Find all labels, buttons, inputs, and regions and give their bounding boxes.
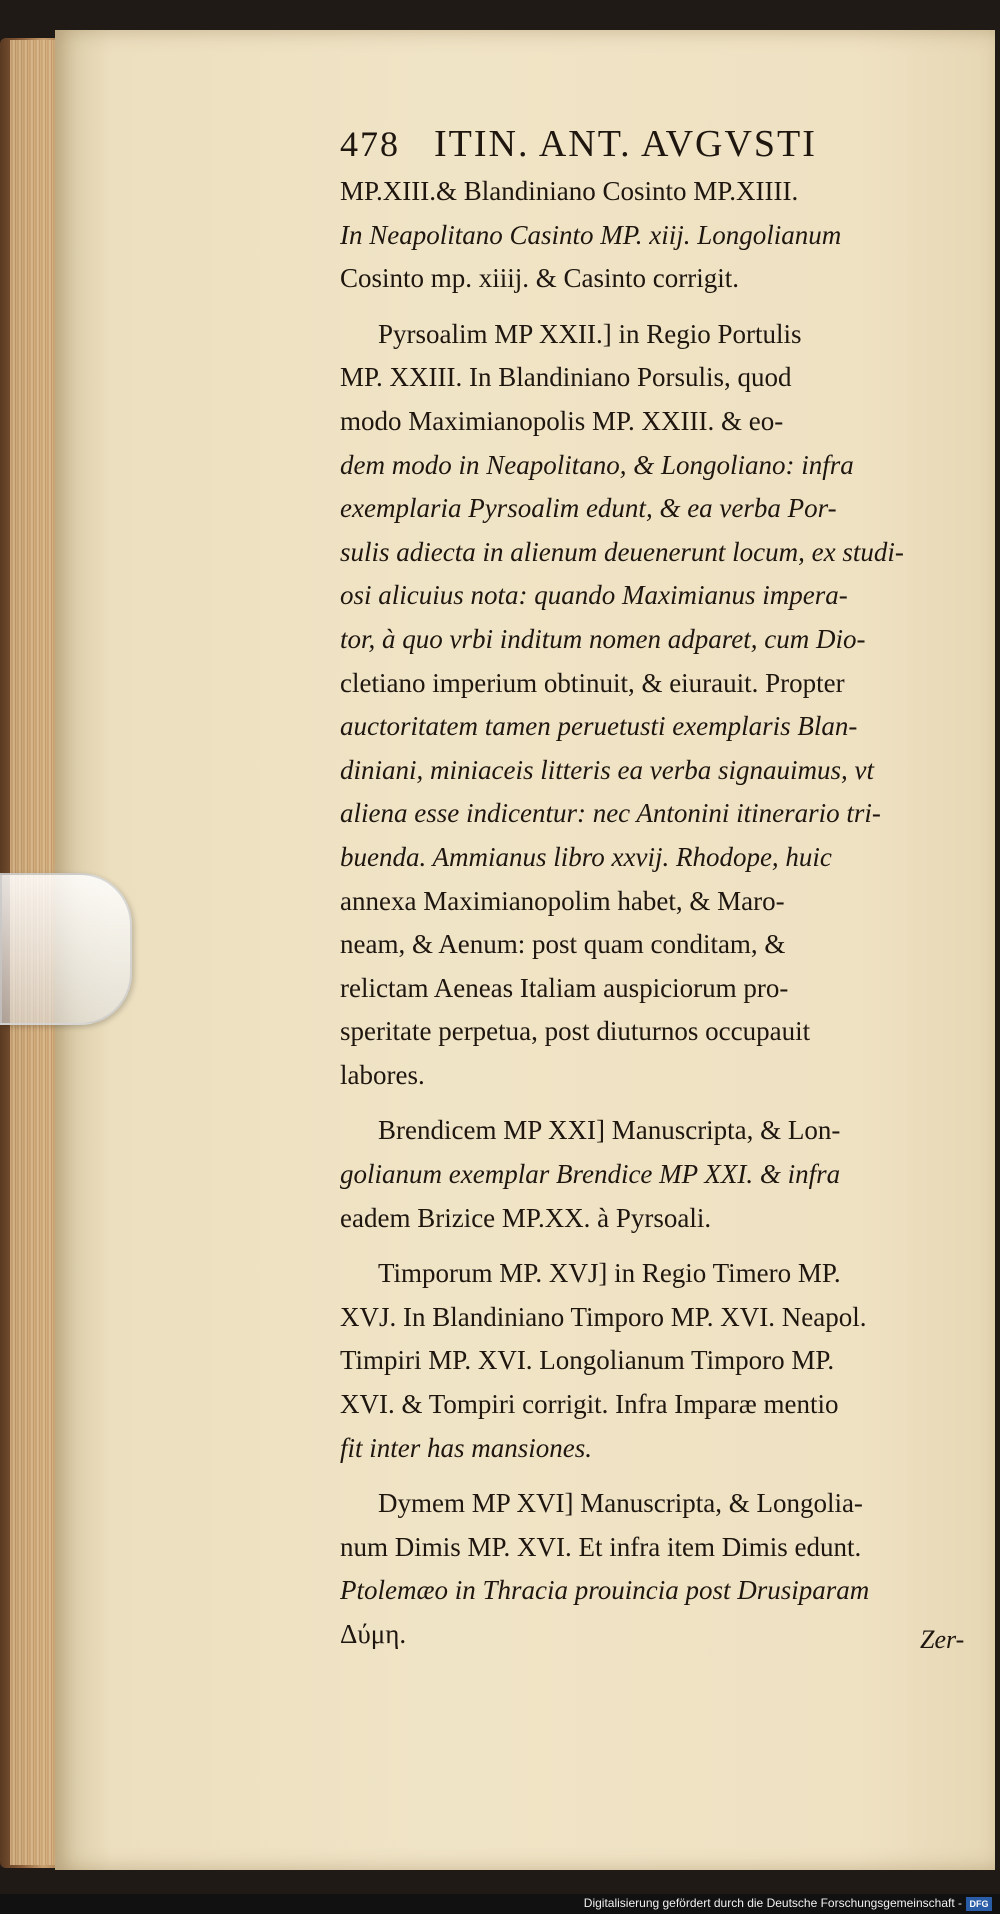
text-line: golianum exemplar Brendice MP XXI. & infra xyxy=(340,1159,841,1190)
text-line: osi alicuius nota: quando Maximianus impera- xyxy=(340,580,848,611)
text-line: In Neapolitano Casinto MP. xiij. Longolianum xyxy=(340,219,842,250)
text-line: relictam Aeneas Italiam auspiciorum pro- xyxy=(340,972,789,1003)
text-line: labores. xyxy=(340,1059,425,1090)
text-line: diniani, miniaceis litteris ea verba signauimus, vt xyxy=(340,754,874,785)
text-line: XVJ. In Blandiniano Timporo MP. XVI. Neapol. xyxy=(340,1301,867,1332)
text-line: buenda. Ammianus libro xxvij. Rhodope, huic xyxy=(340,841,832,872)
text-line: Ptolemæo in Thracia prouincia post Drusiparam xyxy=(340,1575,870,1606)
text-line: MP. XXIII. In Blandiniano Porsulis, quod xyxy=(340,362,792,393)
text-line: modo Maximianopolis MP. XXIII. & eo- xyxy=(340,405,784,436)
text-line: neam, & Aenum: post quam conditam, & xyxy=(340,929,786,960)
running-title: ITIN. ANT. AVGVSTI xyxy=(434,123,817,165)
text-line: Brendicem MP XXI] Manuscripta, & Lon- xyxy=(378,1115,841,1146)
text-line: speritate perpetua, post diuturnos occupauit xyxy=(340,1016,811,1047)
text-line: Timporum MP. XVJ] in Regio Timero MP. xyxy=(378,1258,841,1289)
text-line: fit inter has mansiones. xyxy=(340,1432,593,1463)
page-holder-clip xyxy=(0,873,132,1025)
text-line: exemplaria Pyrsoalim edunt, & ea verba Por- xyxy=(340,493,837,524)
text-line: eadem Brizice MP.XX. à Pyrsoali. xyxy=(340,1202,712,1233)
text-line: num Dimis MP. XVI. Et infra item Dimis edunt. xyxy=(340,1531,862,1562)
text-line: sulis adiecta in alienum deuenerunt locum, ex studi- xyxy=(340,536,904,567)
text-line: tor, à quo vrbi inditum nomen adparet, cum Dio- xyxy=(340,623,866,654)
digitization-credit: Digitalisierung gefördert durch die Deutsche Forschungsgemeinschaft - xyxy=(583,1896,962,1910)
text-line: Pyrsoalim MP XXII.] in Regio Portulis xyxy=(378,318,802,349)
text-line: auctoritatem tamen peruetusti exemplaris Blan- xyxy=(340,711,858,742)
text-line: Cosinto mp. xiiij. & Casinto corrigit. xyxy=(340,263,740,294)
page-number: 478 xyxy=(340,124,400,164)
text-line: aliena esse indicentur: nec Antonini itinerario tri- xyxy=(340,798,881,829)
catchword: Zer- xyxy=(920,1625,965,1654)
text-line: MP.XIII.& Blandiniano Cosinto MP.XIIII. xyxy=(340,176,799,206)
text-line: dem modo in Neapolitano, & Longoliano: infra xyxy=(340,449,854,480)
running-header xyxy=(340,118,980,170)
page-text xyxy=(340,118,980,1657)
dfg-logo: DFG xyxy=(966,1897,992,1911)
text-line: annexa Maximianopolim habet, & Maro- xyxy=(340,885,785,916)
text-line: Dymem MP XVI] Manuscripta, & Longolia- xyxy=(378,1488,863,1519)
text-line: cletiano imperium obtinuit, & eiurauit. Propter xyxy=(340,667,845,698)
text-line: Timpiri MP. XVI. Longolianum Timporo MP. xyxy=(340,1345,835,1376)
text-line: Δύμη. xyxy=(340,1619,407,1649)
text-line: XVI. & Tompiri corrigit. Infra Imparæ mentio xyxy=(340,1389,839,1420)
